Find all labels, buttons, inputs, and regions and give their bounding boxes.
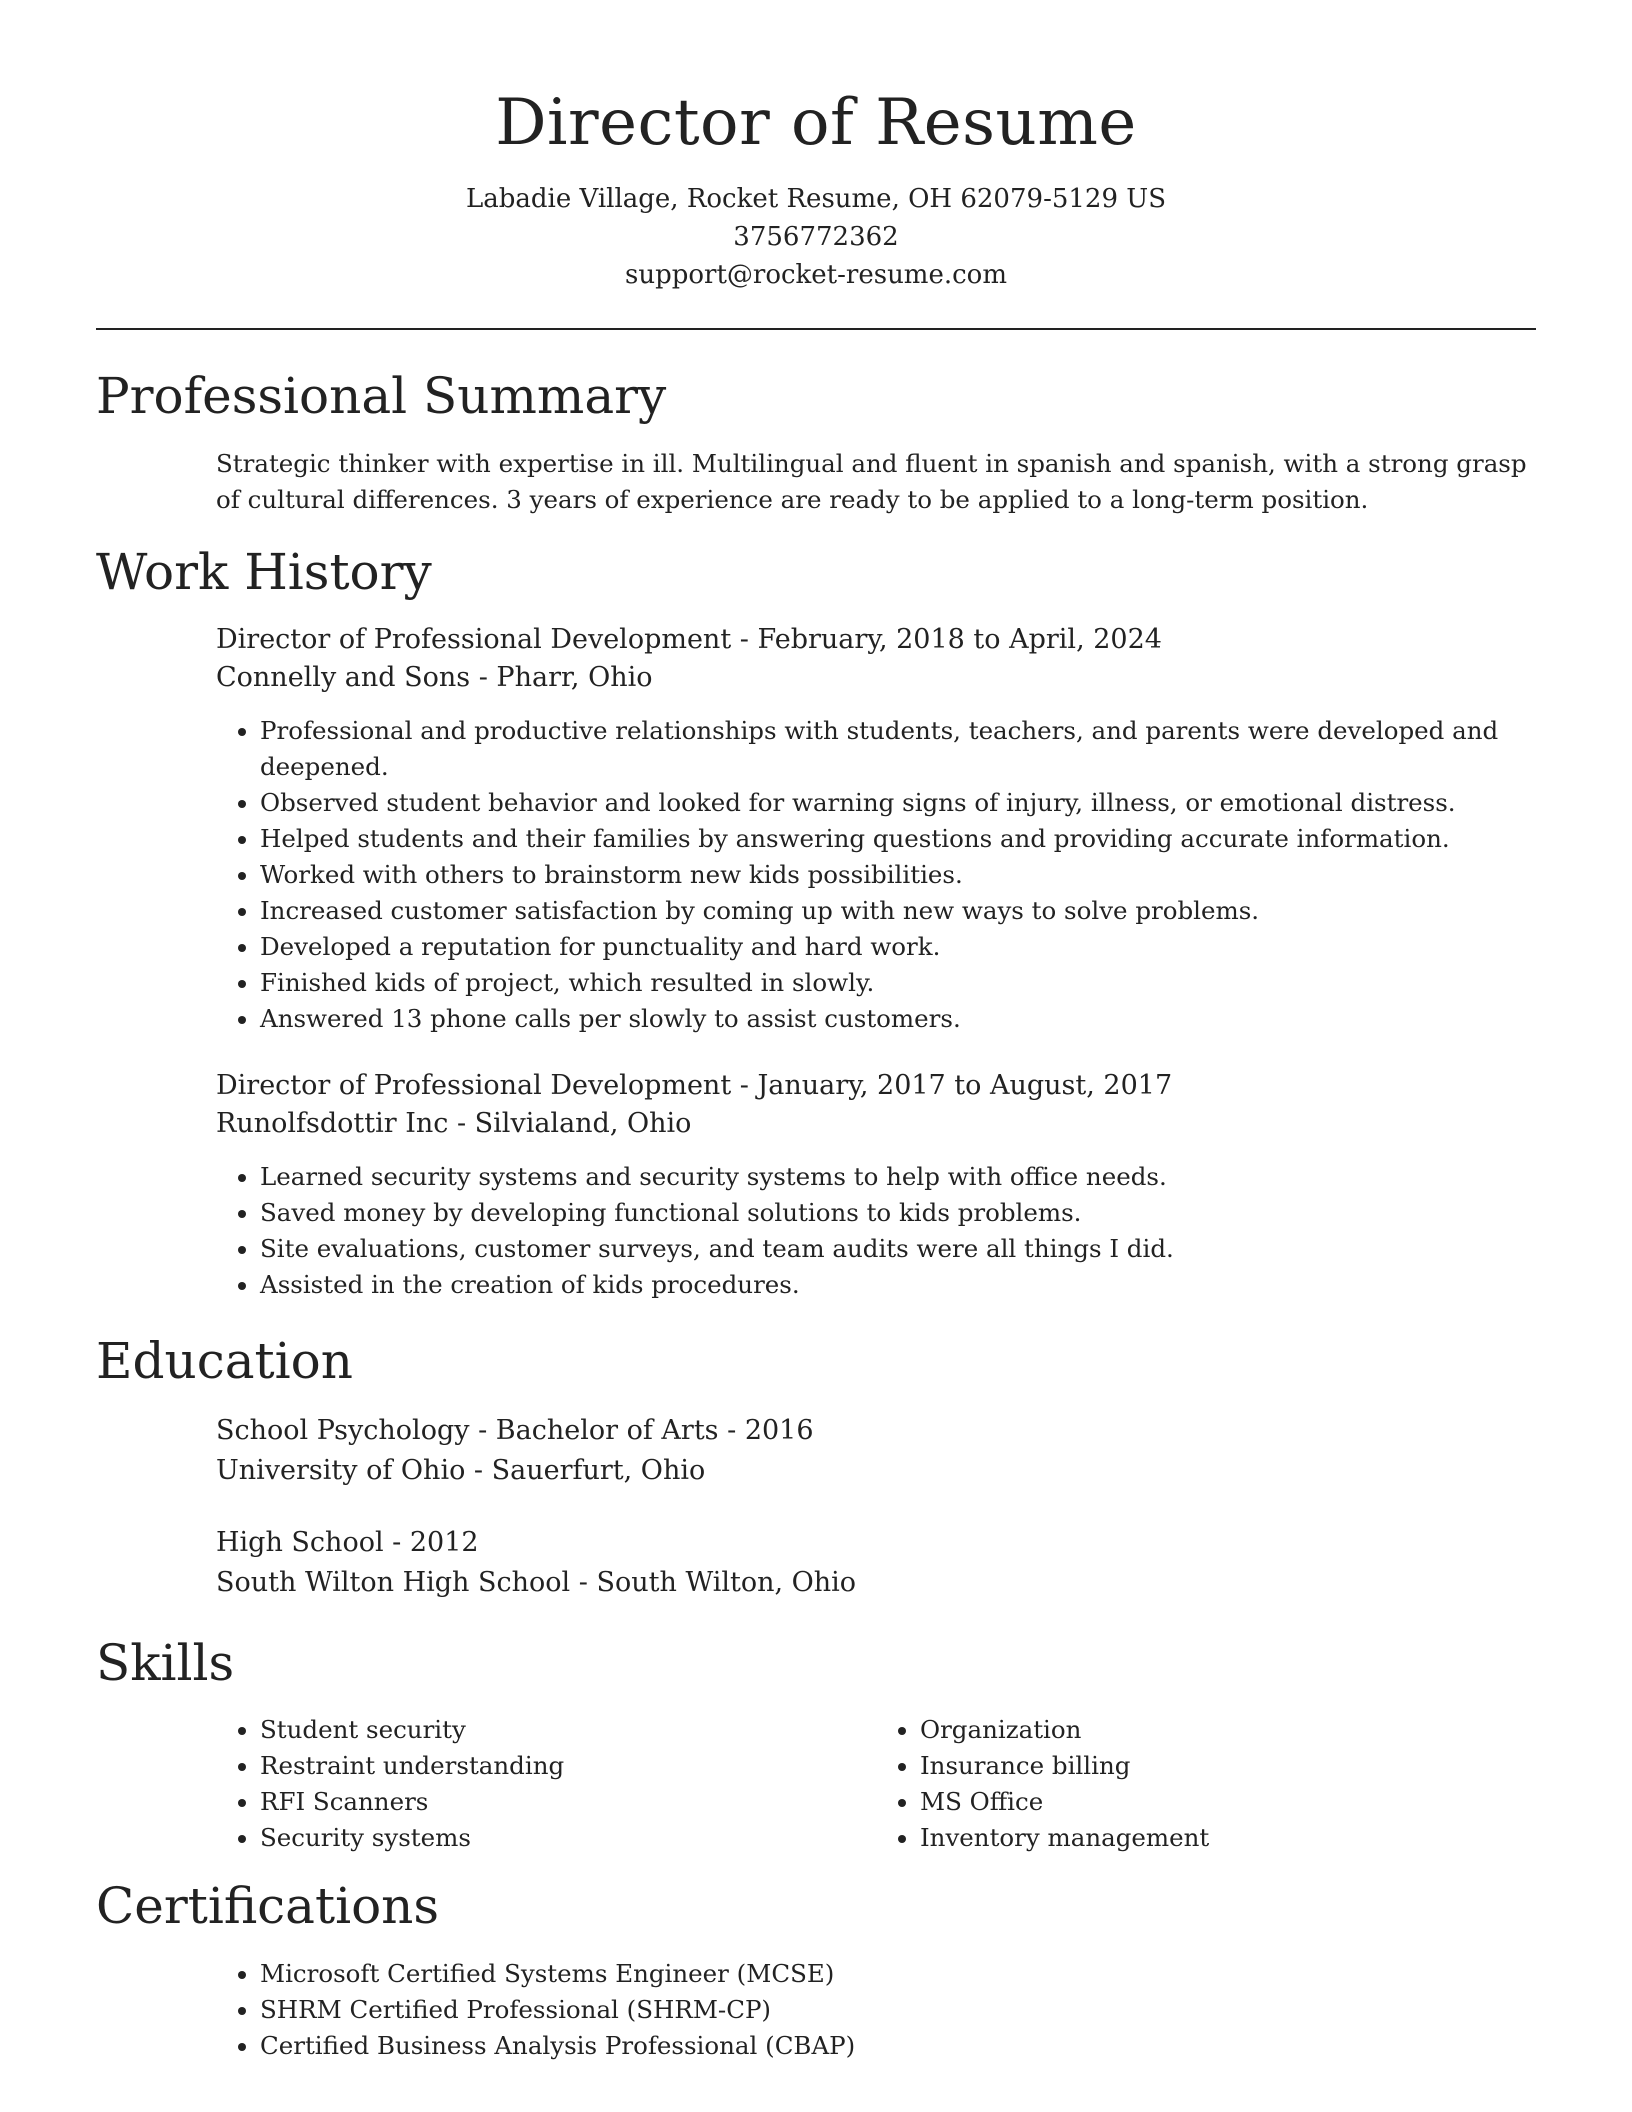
skills-grid [216,1712,1536,1856]
work-history-section [96,544,1536,1304]
job-bullet: • Worked with others to brainstorm new kids possibilities. [260,857,1536,893]
contact-phone: 3756772362 [733,222,899,253]
skill-item: • Restraint understanding [260,1748,876,1784]
job-title-line [216,621,1536,659]
education-heading: Education [96,1332,353,1391]
job-company: Connelly and Sons [216,662,471,694]
certifications-list [216,1956,1536,2064]
job-bullets [216,1159,1536,1303]
job-entry [216,1067,1536,1303]
job-bullet: • Saved money by developing functional solutions to kids problems. [260,1195,1536,1231]
education-location: - South Wilton, Ohio [570,1566,857,1598]
job-role: Director of Professional Development [216,1070,732,1102]
skill-item: • Organization [920,1712,1536,1748]
job-role: Director of Professional Development [216,624,732,656]
job-bullet: • Learned security systems and security systems to help with office needs. [260,1159,1536,1195]
certification-item: • SHRM Certified Professional (SHRM-CP) [260,1992,1536,2028]
job-bullet: • Helped students and their families by answering questions and providing accurate information. [260,821,1536,857]
education-year: - 2016 [718,1414,814,1446]
skill-item: • MS Office [920,1784,1536,1820]
summary-heading: Professional Summary [96,367,667,426]
job-location: - Silvialand, Ohio [448,1108,692,1140]
certifications-heading: Certifications [96,1877,440,1936]
education-degree: High School [216,1526,384,1558]
job-bullet: • Finished kids of project, which resulted in slowly. [260,965,1536,1001]
certifications-section [96,1878,1536,2064]
summary-text: Strategic thinker with expertise in ill. Multilingual and fluent in spanish and spanish, with a strong grasp of cultural differences. 3 years of experience are ready to be applied to a long-term position. [216,448,1527,514]
education-location: - Sauerfurt, Ohio [465,1454,706,1486]
job-location: - Pharr, Ohio [470,662,653,694]
education-year: - 2012 [383,1526,479,1558]
job-company-line [216,1105,1536,1143]
skill-item: • Inventory management [920,1820,1536,1856]
job-bullet: • Assisted in the creation of kids procedures. [260,1267,1536,1303]
summary-section [96,368,1536,518]
education-entry [216,1523,1536,1603]
education-section [96,1333,1536,1603]
skill-item: • Security systems [260,1820,876,1856]
skill-item: • RFI Scanners [260,1784,876,1820]
job-bullet: • Developed a reputation for punctuality and hard work. [260,929,1536,965]
education-degree-line [216,1523,1536,1563]
skills-section [96,1635,1536,1857]
job-bullets [216,713,1536,1037]
skills-column-right [876,1712,1536,1856]
candidate-name: Director of Resume [495,86,1137,160]
contact-address: Labadie Village, Rocket Resume, OH 62079-5129 US [465,184,1167,215]
certification-item: • Microsoft Certified Systems Engineer (MCSE) [260,1956,1536,1992]
skill-item: • Insurance billing [920,1748,1536,1784]
education-degree-line [216,1411,1536,1451]
job-bullet: • Site evaluations, customer surveys, and team audits were all things I did. [260,1231,1536,1267]
resume-header [96,0,1536,294]
job-title-line [216,1067,1536,1105]
education-school: University of Ohio [216,1454,466,1486]
job-company: Runolfsdottir Inc [216,1108,449,1140]
work-history-heading: Work History [96,542,432,601]
job-company-line [216,659,1536,697]
education-entry [216,1411,1536,1491]
certification-item: • Certified Business Analysis Professional (CBAP) [260,2028,1536,2064]
header-divider [96,328,1536,330]
contact-email: support@rocket-resume.com [624,260,1007,291]
job-bullet: • Increased customer satisfaction by coming up with new ways to solve problems. [260,893,1536,929]
job-bullet: • Professional and productive relationships with students, teachers, and parents were developed and deepened. [260,713,1536,785]
job-bullet: • Observed student behavior and looked for warning signs of injury, illness, or emotional distress. [260,785,1536,821]
education-school: South Wilton High School [216,1566,571,1598]
job-entry [216,621,1536,1037]
skill-item: • Student security [260,1712,876,1748]
education-degree: School Psychology - Bachelor of Arts [216,1414,719,1446]
skills-column-left [216,1712,876,1856]
job-dates: - January, 2017 to August, 2017 [731,1070,1173,1102]
education-school-line [216,1451,1536,1491]
job-dates: - February, 2018 to April, 2024 [731,624,1162,656]
job-bullet: • Answered 13 phone calls per slowly to assist customers. [260,1001,1536,1037]
skills-heading: Skills [96,1633,235,1692]
education-school-line [216,1563,1536,1603]
